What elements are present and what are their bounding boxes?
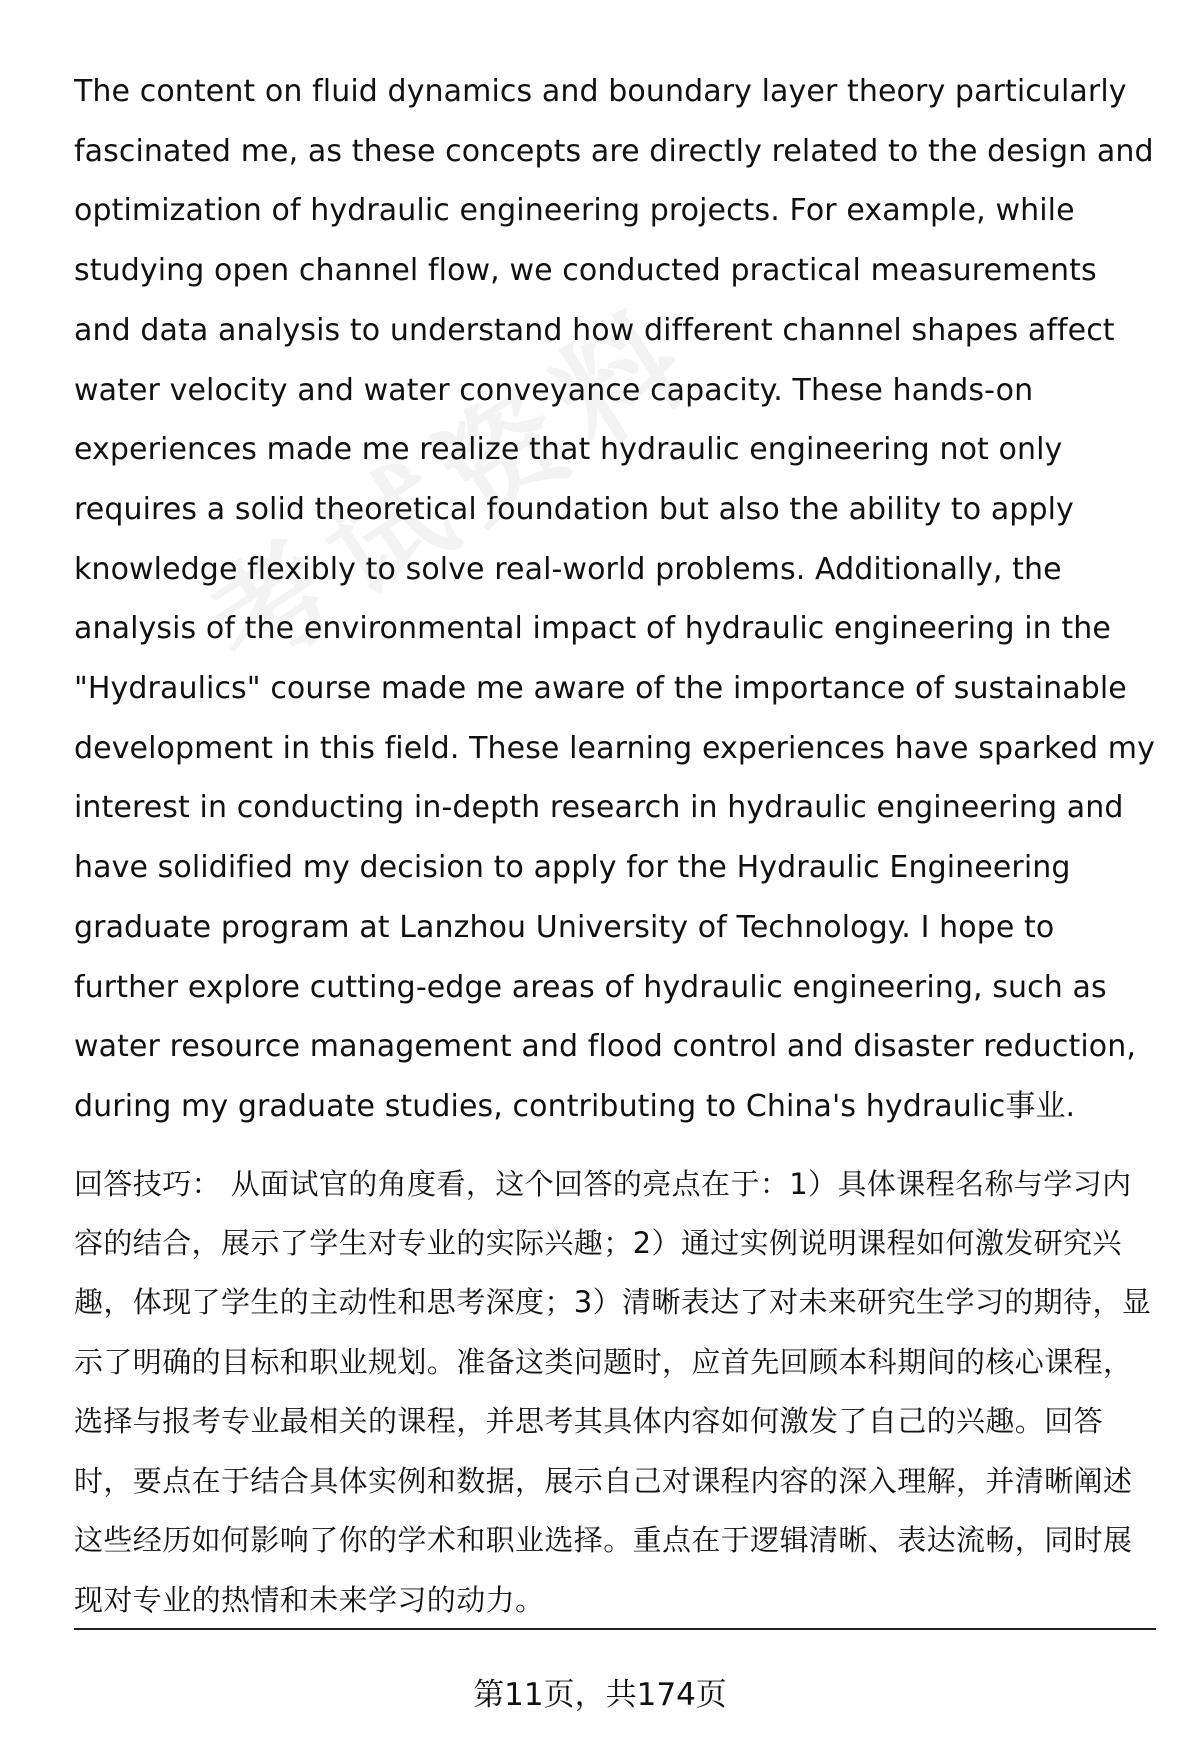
tips-label: 回答技巧： xyxy=(74,1166,222,1201)
page-number: 第11页，共174页 xyxy=(473,1677,727,1713)
document-page xyxy=(74,62,1156,1630)
tips-text: 从面试官的角度看，这个回答的亮点在于：1）具体课程名称与学习内容的结合，展示了学生对专业的实际兴趣；2）通过实例说明课程如何激发研究兴趣，体现了学生的主动性和思考深度；3）清晰表达了对未来研究生学习的期待，显示了明确的目标和职业规划。准备这类问题时，应首先回顾本科期间的核心课程，选择与报考专业最相关的课程，并思考其具体内容如何激发了自己的兴趣。回答时，要点在于结合具体实例和数据，展示自己对课程内容的深入理解，并清晰阐述这些经历如何影响了你的学术和职业选择。重点在于逻辑清晰、表达流畅，同时展现对专业的热情和未来学习的动力。 xyxy=(74,1166,1152,1617)
tips-paragraph xyxy=(74,1155,1156,1630)
answer-paragraph: The content on fluid dynamics and boundary layer theory particularly fascinated me, as these concepts are directly related to the design and optimization of hydraulic engineering projects. For example, while studying open channel flow, we conducted practical measurements and data analysis to understand how different channel shapes affect water velocity and water conveyance capacity. These hands-on experiences made me realize that hydraulic engineering not only requires a solid theoretical foundation but also the ability to apply knowledge flexibly to solve real-world problems. Additionally, the analysis of the environmental impact of hydraulic engineering in the "Hydraulics" course made me aware of the importance of sustainable development in this field. These learning experiences have sparked my interest in conducting in-depth research in hydraulic engineering and have solidified my decision to apply for the Hydraulic Engineering graduate program at Lanzhou University of Technology. I hope to further explore cutting-edge areas of hydraulic engineering, such as water resource management and flood control and disaster reduction, during my graduate studies, contributing to China's hydraulic事业. xyxy=(74,74,1155,1124)
footer-divider xyxy=(74,1628,1156,1630)
